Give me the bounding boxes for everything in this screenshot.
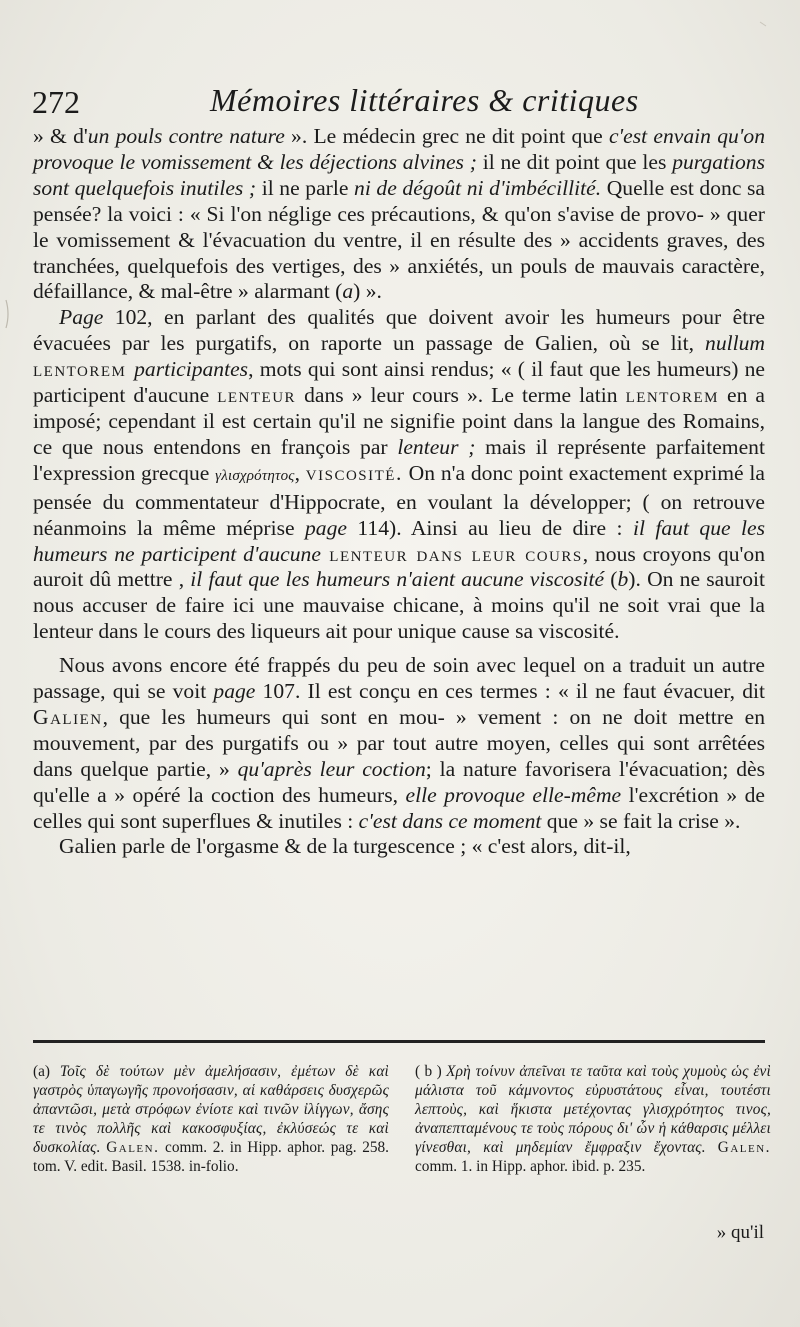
text-run: On n'a donc point exactement exprimé la pensée du commentateur d'Hippocrate, en voulant la développer; ( on retrouve néanmoins la même méprise <box>33 460 766 540</box>
footnote-ref-a: a <box>342 279 354 304</box>
citation-author: Galen. <box>717 1139 771 1156</box>
paragraph <box>33 305 765 645</box>
text-run: que » se fait la crise ». <box>541 808 741 833</box>
text-run: , nous croyons qu'on auroit dû mettre , <box>33 541 765 592</box>
text-run: Quelle est donc sa pensée? la voici : « Si l'on néglige ces précautions, & qu'on s'avise de provo- » quer le vomissement & l'évacuation du ventre, il en résulte des » accidents graves, des tranchées, quelquefois des vertiges, des » anxiétés, un pouls de mauvais caractère, défaillance, & mal-être » alarmant ( <box>33 175 765 304</box>
citation: comm. 1. in Hipp. aphor. ibid. p. 235. <box>415 1158 646 1175</box>
text-run: ; la nature favorisera l'évacuation; dès qu'elle a » opéré la coction des humeurs, <box>33 756 765 807</box>
text-run: , <box>294 460 306 485</box>
footnote-rule <box>33 1040 765 1043</box>
italic-run: il faut que les humeurs n'aient aucune viscosité <box>190 567 605 592</box>
text-run: , que les humeurs qui sont en mou- » vement : on ne doit mettre en mouvement, par des purgatifs ou » par tout autre moyen, celles qui sont arrêtées dans quelque partie, » <box>33 704 765 781</box>
paragraph <box>33 834 765 860</box>
text-run: 107. Il est conçu en ces termes : « il ne faut évacuer, dit <box>255 679 765 704</box>
italic-run: page <box>305 515 347 540</box>
small-caps-run: lentorem <box>625 383 719 408</box>
citation-author: Galen. <box>106 1139 160 1156</box>
text-run: l'excrétion » de celles qui sont superflues & inutiles : <box>33 782 765 833</box>
text-run: » & d' <box>33 124 88 148</box>
italic-run: ni de dégoût ni d'imbécillité. <box>354 175 602 200</box>
text-run: ». Le médecin grec ne dit point que <box>284 124 609 148</box>
small-caps-run: Galien <box>33 704 103 729</box>
greek-run: γλισχρότητος <box>215 467 295 484</box>
footnote-ref-b: b <box>617 567 629 592</box>
small-caps-run: lentorem <box>33 357 135 382</box>
italic-run: page <box>213 679 256 704</box>
small-caps-run: viscosité. <box>305 460 403 485</box>
paragraph <box>33 124 765 305</box>
italic-run: c'est dans ce moment <box>358 808 542 833</box>
text-run: 114). Ainsi au lieu de dire : <box>346 515 633 540</box>
small-caps-run: lenteur <box>217 383 297 408</box>
text-run: , mots qui sont ainsi rendus; « ( il faut que les humeurs) ne participent d'aucune <box>33 357 765 408</box>
main-text <box>33 124 765 860</box>
running-title: Mémoires littéraires & critiques <box>210 82 639 118</box>
italic-run: purgations sont quelquefois inutiles ; <box>33 149 765 200</box>
italic-run: il faut que les humeurs ne participent d'aucune <box>33 515 766 566</box>
citation: comm. 2. in Hipp. aphor. pag. 258. tom. V. edit. Basil. 1538. in-folio. <box>33 1139 389 1175</box>
catchword: » qu'il <box>716 1222 764 1243</box>
greek-quotation: Τοῖς δὲ τούτων μὲν ἀμελήσασιν, ἐμέτων δὲ καὶ γαστρὸς ὑπαγωγῆς προνοήσασιν, αἱ καθάρσεις δυσχερῶς ἀπαντῶσι, μετὰ στρόφων ἐνίοτε καὶ τινῶν ἰλίγγων, ἄσης τε τινὸς πολλῆς καὶ κακοσφυξίας, ἐκλύσεώς τε καὶ δυσκολίας. <box>33 1063 390 1156</box>
text-run: il ne dit point que les <box>476 149 673 174</box>
paragraph <box>33 653 765 834</box>
text-run: il ne parle <box>256 175 355 200</box>
paper-speck <box>760 22 766 26</box>
footnote-b <box>415 1062 771 1176</box>
italic-run: qu'après leur coction <box>237 756 426 781</box>
page-number: 272 <box>32 84 80 120</box>
text-run: mais il représente parfaitement l'expression grecque <box>33 434 765 485</box>
page-header <box>32 82 772 126</box>
text-run: 102, en parlant des qualités que doivent avoir les humeurs pour être évacuées par les purgatifs, on raporte un passage de Galien, où se lit, <box>33 305 765 356</box>
text-run: ). On ne sauroit nous accuser de faire ici une mauvaise chicane, à moins qu'il ne soit vrai que la lenteur dans le cours des liqueurs ait pour unique cause sa viscosité. <box>33 567 765 644</box>
text-run: ( <box>604 567 618 592</box>
italic-run: elle provoque elle-même <box>405 782 622 807</box>
text-run: Nous avons encore été frappés du peu de soin avec lequel on a traduit un autre passage, qui se voit <box>33 653 765 704</box>
italic-run: lenteur ; <box>397 434 476 459</box>
footnote-a <box>33 1062 389 1176</box>
paragraph-gap <box>33 645 765 653</box>
italic-run: participantes <box>134 357 249 382</box>
italic-run: c'est envain qu'on provoque le vomissement & les déjections alvines ; <box>33 124 765 174</box>
text-run: en a imposé; cependant il est certain qu'il ne signifie point dans la langue des Romains, ce que nous entendons en françois par <box>33 383 765 459</box>
italic-run: nullum <box>705 331 765 356</box>
text-run: ) ». <box>353 279 382 304</box>
italic-run: un pouls contre nature <box>87 124 285 148</box>
greek-quotation: Χρὴ τοίνυν ἀπεῖναι τε ταῦτα καὶ τοὺς χυμοὺς ὡς ἐνὶ μάλιστα τοῦ κάμνοντος εὐρυστάτους εἶναι, τουτέστι λεπτοὺς, καὶ ἥκιστα μετέχοντας γλισχρότητος τινος, ἀναπεπταμένους τε τοὺς πόρους δι' ὧν ἡ κάθαρσις μέλλει γίνεσθαι, καὶ μηδεμίαν ἔμφραξιν ἔχοντας. <box>415 1063 771 1156</box>
footnote-mark: ( b ) <box>415 1063 442 1080</box>
footnote-mark: (a) <box>33 1063 50 1080</box>
small-caps-run: lenteur dans leur cours <box>320 541 583 566</box>
italic-run: Page <box>59 305 104 330</box>
text-run: Galien parle de l'orgasme & de la turgescence ; « c'est alors, dit-il, <box>59 834 631 859</box>
paper-fold-mark <box>6 300 8 328</box>
text-run: dans » leur cours ». Le terme latin <box>296 383 626 408</box>
